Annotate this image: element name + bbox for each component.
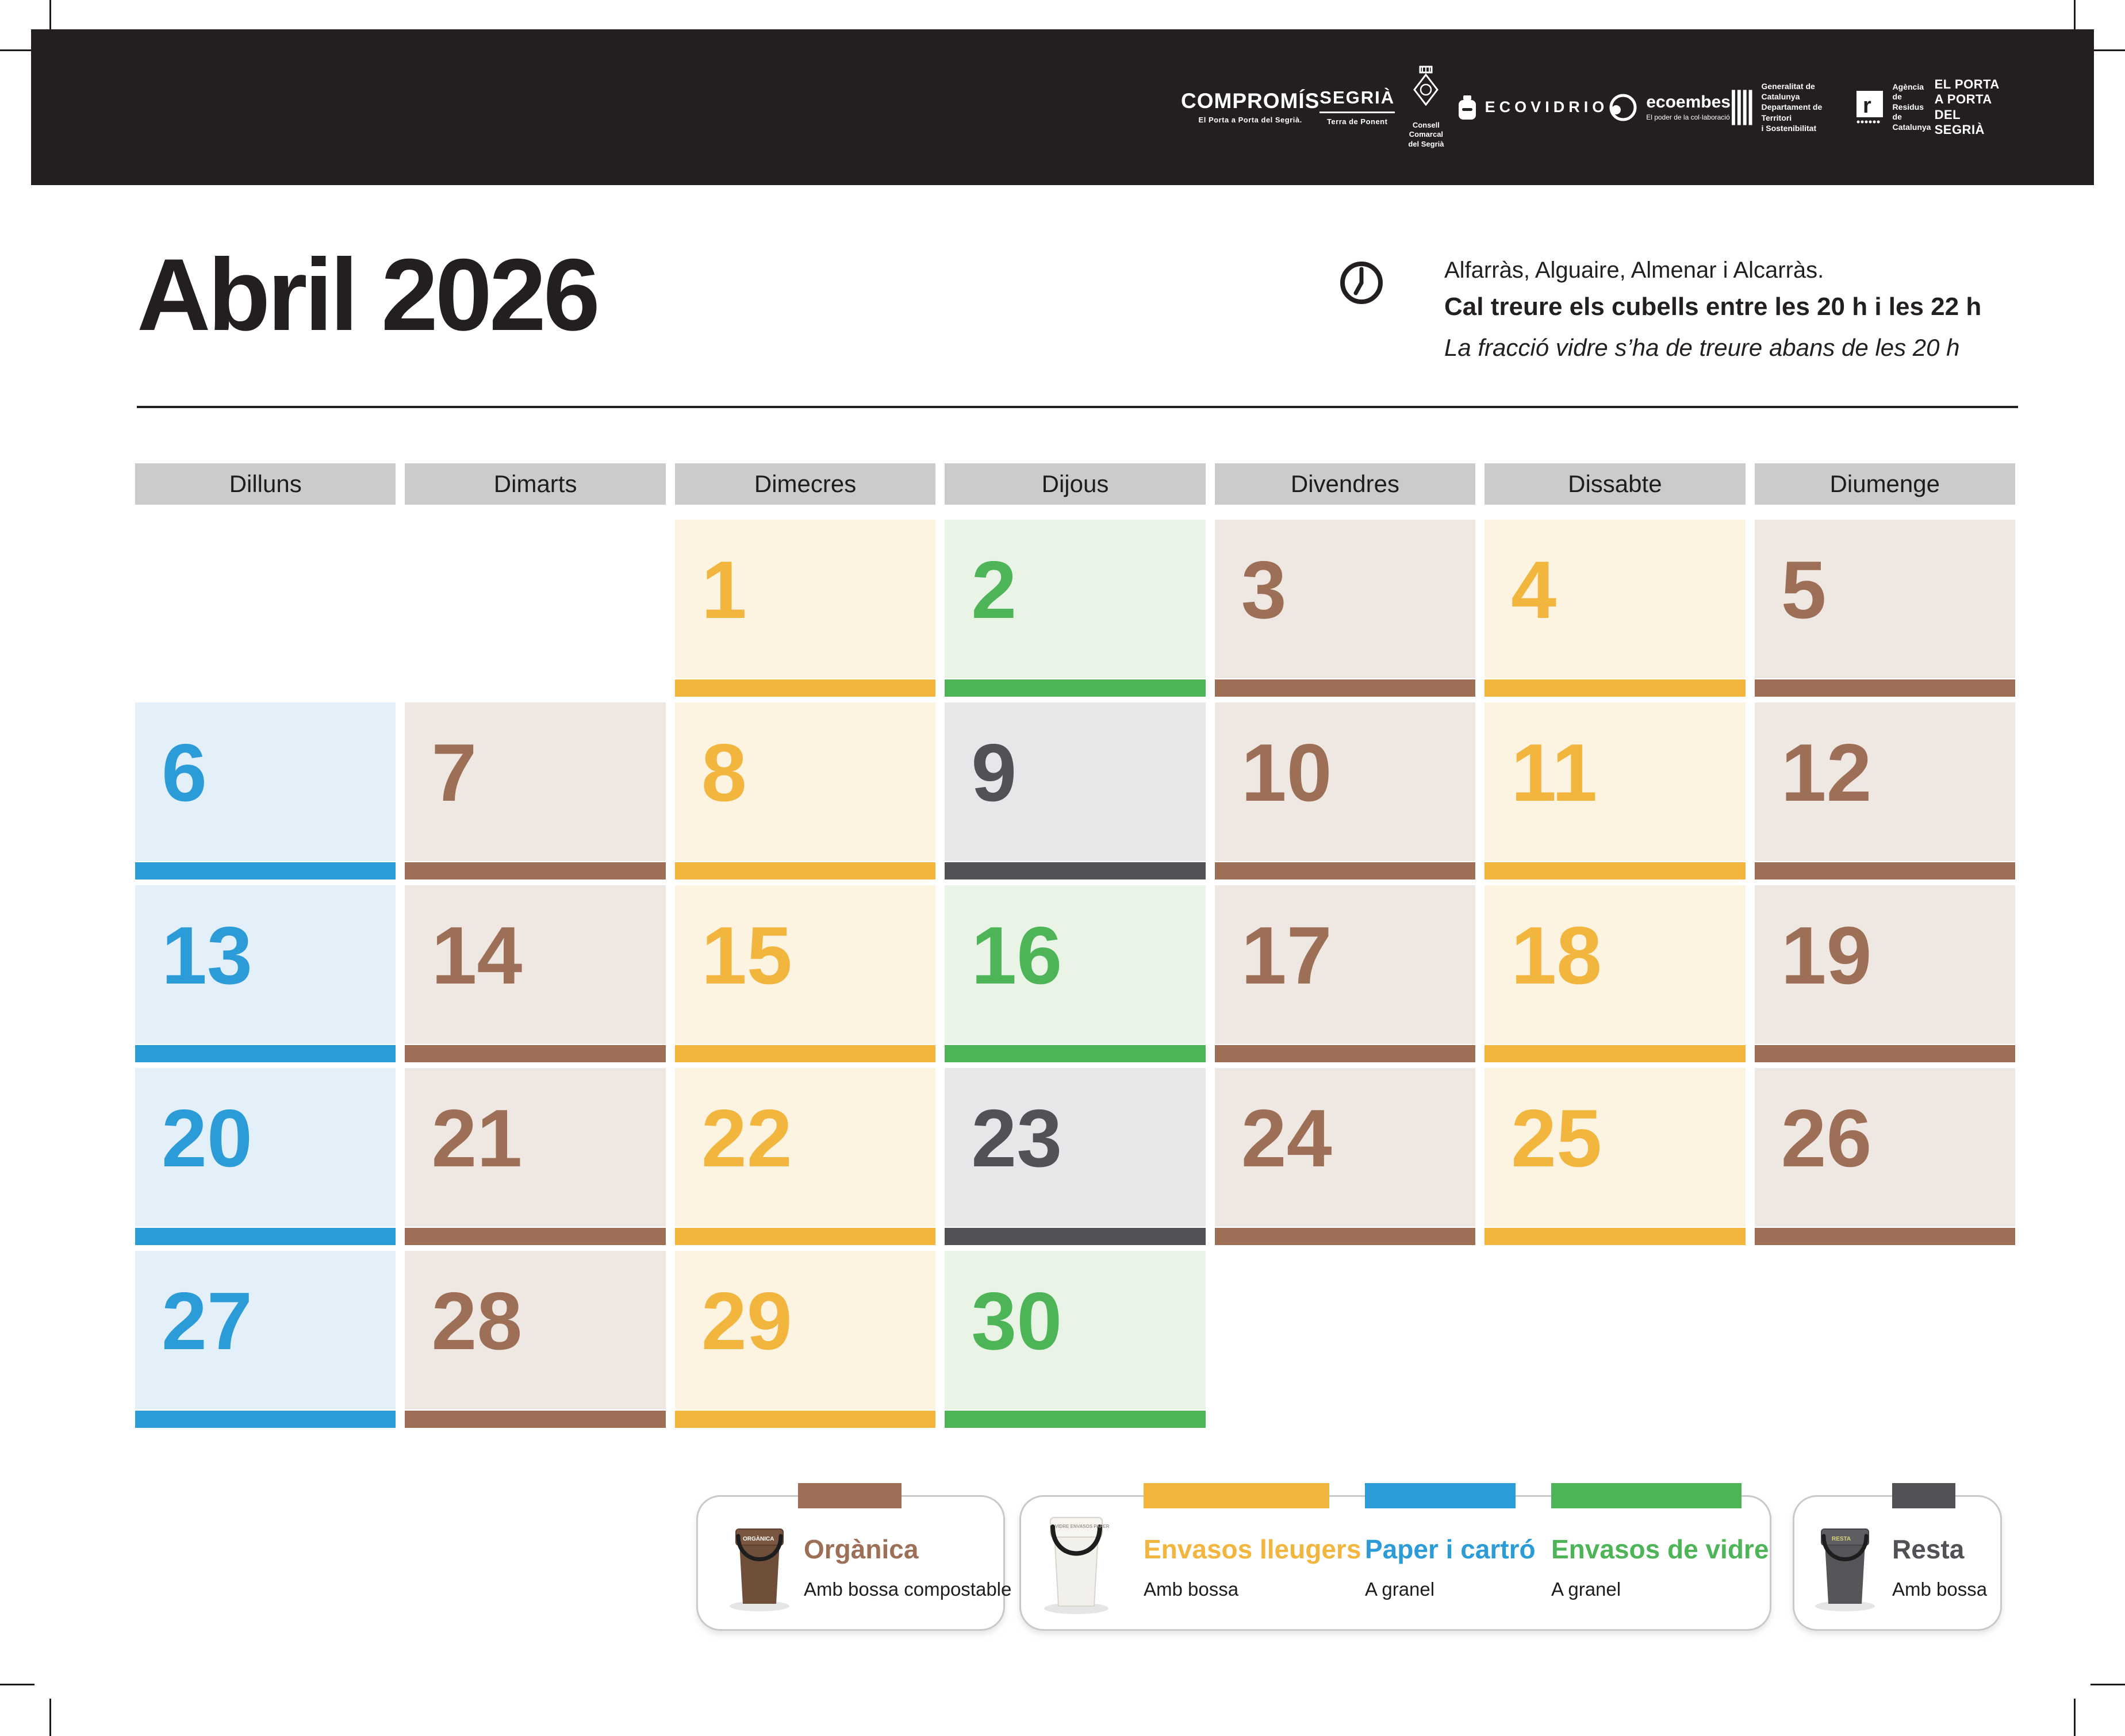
calendar-day-cell [675,520,935,697]
legend-paper-title: Paper i cartró [1365,1534,1536,1564]
calendar-day-cell [675,1251,935,1428]
crop-mark [2091,1684,2125,1685]
logo-generalitat-line3: i Sostenibilitat [1761,123,1817,133]
fraction-bar [945,1411,1205,1428]
svg-text:RESTA: RESTA [1832,1536,1851,1542]
logo-generalitat [1731,81,1855,133]
weekday-header: Dimarts [405,463,665,505]
fraction-bar [1215,679,1475,697]
weekday-header: Dijous [945,463,1205,505]
fraction-bar [1215,1045,1475,1062]
calendar-grid [135,520,2015,1428]
logo-porta-a-porta [1935,77,2013,138]
weekday-header: Dissabte [1485,463,1745,505]
logo-segria-subtitle: Terra de Ponent [1326,117,1388,126]
svg-text:VIDRE ENVASOS PAPER: VIDRE ENVASOS PAPER [1055,1524,1110,1529]
legend-envasos-title: Envasos lleugers [1144,1534,1361,1564]
svg-text:r: r [1862,93,1871,118]
crop-mark [49,1699,51,1736]
fraction-bar [1215,862,1475,879]
fraction-bar [405,1045,665,1062]
weekday-header: Divendres [1215,463,1475,505]
fraction-bar [135,862,396,879]
logo-porta-line2: A PORTA [1934,92,1992,107]
day-number: 29 [701,1276,792,1367]
calendar-day-cell [405,1068,665,1245]
fraction-bar [1755,862,2015,879]
legend-tab-paper [1365,1483,1516,1508]
day-number: 20 [162,1093,252,1184]
logo-generalitat-line2: Departament de Territori [1761,102,1823,122]
fraction-bar [1755,1045,2015,1062]
fraction-bar [405,1228,665,1245]
calendar-day-cell [675,702,935,879]
fraction-bar [405,1411,665,1428]
day-number: 14 [431,910,523,1001]
day-number: 24 [1241,1093,1332,1184]
crop-mark [2091,49,2125,51]
day-number: 1 [701,544,747,636]
logo-ecoembes [1608,93,1731,122]
fraction-bar [1755,679,2015,697]
legend-vidre-title: Envasos de vidre [1551,1534,1769,1564]
day-number: 3 [1241,544,1287,636]
calendar-day-cell [945,702,1205,879]
logo-agencia-line1: Agència de [1892,82,1924,102]
logo-consell-comarcal [1395,66,1457,149]
calendar-day-cell [1215,520,1475,697]
weekday-row [135,463,2015,505]
legend-envasos-note: Amb bossa [1144,1578,1239,1600]
fraction-bar [675,862,935,879]
weekday-header: Dimecres [675,463,935,505]
consell-comarcal-crest-icon [1407,66,1444,121]
calendar-day-cell [1215,702,1475,879]
day-number: 26 [1781,1093,1872,1184]
weekday-header: Dilluns [135,463,396,505]
day-number: 28 [431,1276,523,1367]
collection-info [1444,258,2048,362]
fraction-bar [675,1411,935,1428]
legend-resta-note: Amb bossa [1892,1578,1988,1600]
logo-consell-line2: del Segrià [1408,139,1444,148]
header-bar [31,29,2094,185]
ecovidrio-container-icon [1457,95,1477,120]
calendar-day-cell [135,885,396,1062]
logo-ecoembes-subtitle: El poder de la col·laboració [1646,113,1730,121]
day-number: 4 [1511,544,1557,636]
weekday-header: Diumenge [1755,463,2015,505]
calendar-day-cell [945,1068,1205,1245]
calendar-day-cell [1755,520,2015,697]
calendar-day-cell [1485,1068,1745,1245]
fraction-bar [675,1228,935,1245]
logo-agencia-residus [1855,82,1935,133]
day-number: 9 [971,727,1017,819]
fraction-bar [675,1045,935,1062]
logo-porta-line1: EL PORTA [1934,76,2000,91]
day-number: 13 [162,910,252,1001]
calendar-day-cell [135,702,396,879]
legend-paper-note: A granel [1365,1578,1435,1600]
logo-ecovidrio-title: ECOVIDRIO [1485,98,1609,116]
logo-consell-line1: Consell Comarcal [1409,121,1444,139]
info-glass-note: La fracció vidre s’ha de treure abans de les 20 h [1444,334,1960,361]
calendar-day-cell [135,1068,396,1245]
calendar-day-cell [675,1068,935,1245]
logo-compromis-subtitle: El Porta a Porta del Segrià. [1198,116,1302,124]
fraction-bar [1755,1228,2015,1245]
calendar-day-cell [135,1251,396,1428]
calendar-day-cell [1755,885,2015,1062]
day-number: 10 [1241,727,1332,819]
day-number: 12 [1781,727,1872,819]
divider-rule [137,406,2018,408]
calendar-day-cell [1755,702,2015,879]
fraction-bar [945,1228,1205,1245]
svg-text:ORGÀNICA: ORGÀNICA [743,1536,774,1542]
crop-mark [0,49,34,51]
day-number: 15 [701,910,792,1001]
fraction-bar [1485,679,1745,697]
crop-mark [2074,1699,2076,1736]
logo-segria-title: SEGRIÀ [1320,89,1395,113]
day-number: 16 [971,910,1062,1001]
envasos-bin-image [1036,1505,1117,1618]
info-towns: Alfarràs, Alguaire, Almenar i Alcarràs. [1444,258,1824,283]
day-number: 7 [431,727,477,819]
page-title: Abril 2026 [137,237,597,352]
info-schedule: Cal treure els cubells entre les 20 h i les 22 h [1444,293,1982,321]
day-number: 27 [162,1276,252,1367]
calendar-day-cell [1215,885,1475,1062]
legend-organica-note: Amb bossa compostable [804,1578,1012,1600]
day-number: 8 [701,727,747,819]
clock-icon [1338,260,1384,309]
logo-ecoembes-title: ecoembes [1646,92,1731,112]
resta-bin-image [1809,1516,1881,1616]
calendar-day-cell [945,885,1205,1062]
calendar-day-cell [1215,1068,1475,1245]
day-number: 23 [971,1093,1062,1184]
logo-compromis [1181,90,1320,124]
calendar-day-cell [405,885,665,1062]
day-number: 2 [971,544,1017,636]
day-number: 21 [431,1093,523,1184]
calendar-day-cell [1755,1068,2015,1245]
legend-tab-organica [798,1483,902,1508]
fraction-bar [945,862,1205,879]
crop-mark [0,1684,34,1685]
legend-resta-title: Resta [1892,1534,1965,1564]
calendar-day-cell [405,702,665,879]
fraction-bar [675,679,935,697]
logo-porta-line3: DEL SEGRIÀ [1934,107,1985,137]
day-number: 22 [701,1093,792,1184]
day-number: 19 [1781,910,1872,1001]
fraction-bar [1215,1228,1475,1245]
calendar-day-cell [945,1251,1205,1428]
logo-ecovidrio [1457,95,1609,120]
organica-bin-image [723,1516,796,1616]
fraction-bar [135,1045,396,1062]
fraction-bar [1485,1045,1745,1062]
legend-tab-envasos [1144,1483,1329,1508]
logo-agencia-line2: Residus de [1892,102,1924,122]
day-number: 5 [1781,544,1827,636]
legend-organica-title: Orgànica [804,1534,919,1564]
generalitat-senyera-icon [1731,87,1754,128]
calendar-day-cell [1485,702,1745,879]
day-number: 17 [1241,910,1332,1001]
day-number: 30 [971,1276,1062,1367]
logo-agencia-line3: Catalunya [1892,122,1931,132]
fraction-bar [405,862,665,879]
calendar-day-cell [675,885,935,1062]
day-number: 18 [1511,910,1602,1001]
fraction-bar [135,1228,396,1245]
day-number: 25 [1511,1093,1602,1184]
fraction-bar [945,1045,1205,1062]
legend-vidre-note: A granel [1551,1578,1621,1600]
calendar-day-cell [1485,520,1745,697]
partner-logos [1181,29,2013,185]
legend-tab-resta [1892,1483,1955,1508]
day-number: 6 [162,727,207,819]
calendar-day-cell [405,1251,665,1428]
ecoembes-circle-icon [1608,93,1638,122]
calendar-day-cell [1485,885,1745,1062]
logo-compromis-title: COMPROMÍS [1181,89,1320,113]
fraction-bar [1485,862,1745,879]
legend-tab-vidre [1551,1483,1742,1508]
fraction-bar [135,1411,396,1428]
logo-generalitat-line1: Generalitat de Catalunya [1761,82,1815,102]
day-number: 11 [1511,727,1598,819]
fraction-bar [945,679,1205,697]
fraction-bar [1485,1228,1745,1245]
agencia-residus-icon [1855,90,1885,125]
logo-segria [1320,89,1395,126]
calendar-day-cell [945,520,1205,697]
